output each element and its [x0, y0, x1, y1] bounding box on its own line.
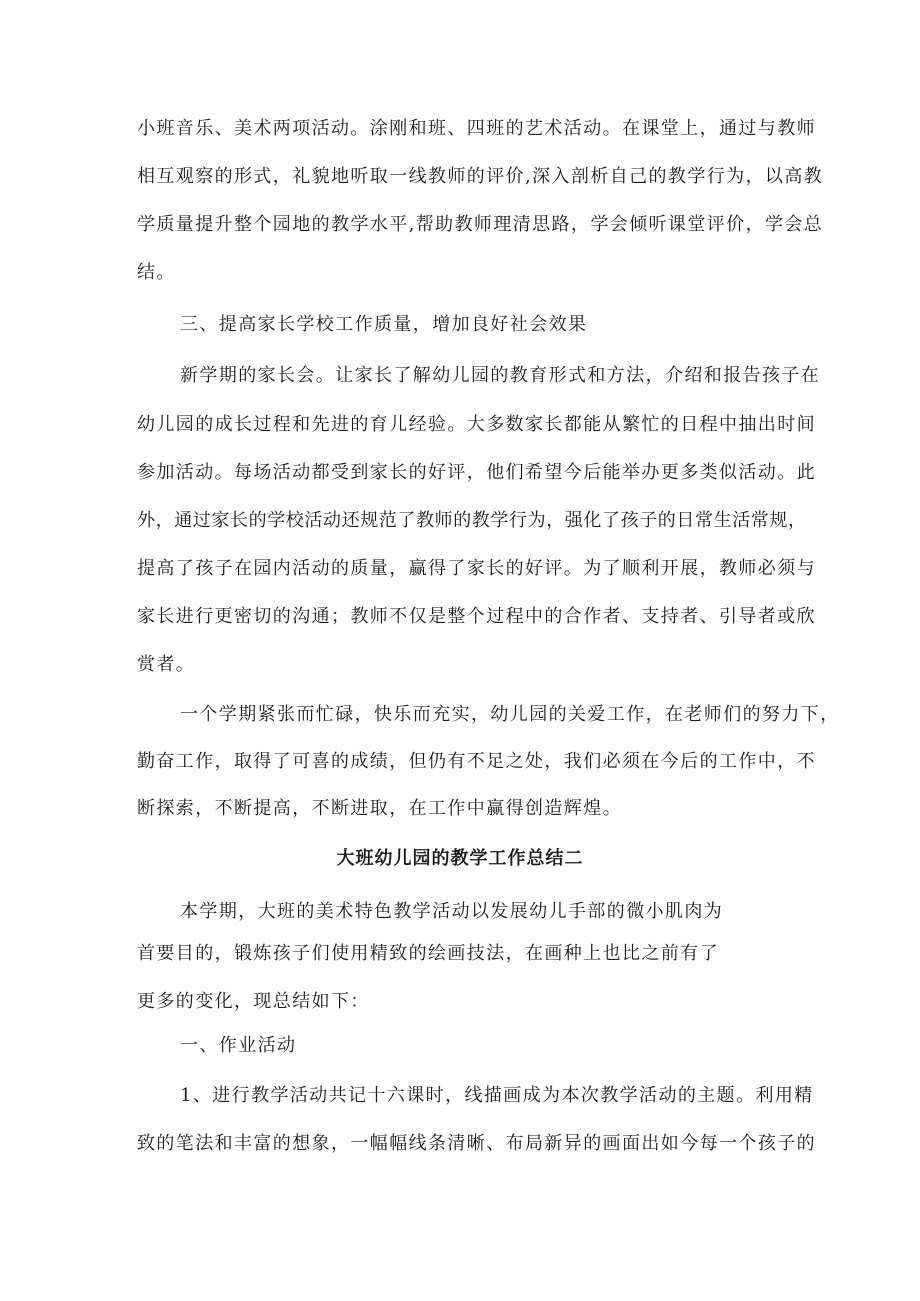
- paragraph-line: 小班音乐、美术两项活动。涂刚和班、四班的艺术活动。在课堂上，通过与教师: [137, 118, 816, 139]
- paragraph-line: 勤奋工作，取得了可喜的成绩，但仍有不足之处，我们必须在今后的工作中，不: [137, 751, 816, 772]
- paragraph-line: 幼儿园的成长过程和先进的育儿经验。大多数家长都能从繁忙的日程中抽出时间: [137, 414, 816, 435]
- paragraph-line: 一个学期紧张而忙碌，快乐而充实，幼儿园的关爱工作，在老师们的努力下，: [180, 704, 840, 725]
- paragraph-line: 1、进行教学活动共记十六课时，线描画成为本次教学活动的主题。利用精: [180, 1085, 814, 1106]
- section-heading: 一、作业活动: [180, 1035, 297, 1056]
- paragraph-line: 断探索，不断提高，不断进取，在工作中赢得创造辉煌。: [137, 798, 622, 819]
- paragraph-line: 外，通过家长的学校活动还规范了教师的教学行为，强化了孩子的日常生活常规，: [137, 510, 807, 531]
- paragraph-line: 提高了孩子在园内活动的质量，赢得了家长的好评。为了顺利开展，教师必须与: [137, 558, 816, 579]
- paragraph-line: 学质量提升整个园地的教学水平,帮助教师理清思路，学会倾听课堂评价，学会总: [137, 214, 824, 235]
- paragraph-line: 本学期，大班的美术特色教学活动以发展幼儿手部的微小肌肉为: [180, 901, 724, 922]
- paragraph-line: 赏者。: [137, 654, 196, 675]
- paragraph-line: 家长进行更密切的沟通；教师不仅是整个过程中的合作者、支持者、引导者或欣: [137, 606, 816, 627]
- section-heading: 三、提高家长学校工作质量，增加良好社会效果: [180, 314, 588, 335]
- paragraph-line: 致的笔法和丰富的想象，一幅幅线条清晰、布局新异的画面出如今每一个孩子的: [137, 1133, 816, 1154]
- section-title: 大班幼儿园的教学工作总结二: [336, 848, 584, 869]
- paragraph-line: 结。: [137, 262, 176, 283]
- paragraph-line: 更多的变化，现总结如下：: [137, 991, 370, 1012]
- paragraph-line: 新学期的家长会。让家长了解幼儿园的教育形式和方法，介绍和报告孩子在: [180, 365, 821, 386]
- paragraph-line: 相互观察的形式，礼貌地听取一线教师的评价,深入剖析自己的教学行为，以高教: [137, 166, 824, 187]
- paragraph-line: 参加活动。每场活动都受到家长的好评，他们希望今后能举办更多类似活动。此: [137, 462, 816, 483]
- paragraph-line: 首要目的，锻炼孩子们使用精致的绘画技法，在画种上也比之前有了: [137, 943, 719, 964]
